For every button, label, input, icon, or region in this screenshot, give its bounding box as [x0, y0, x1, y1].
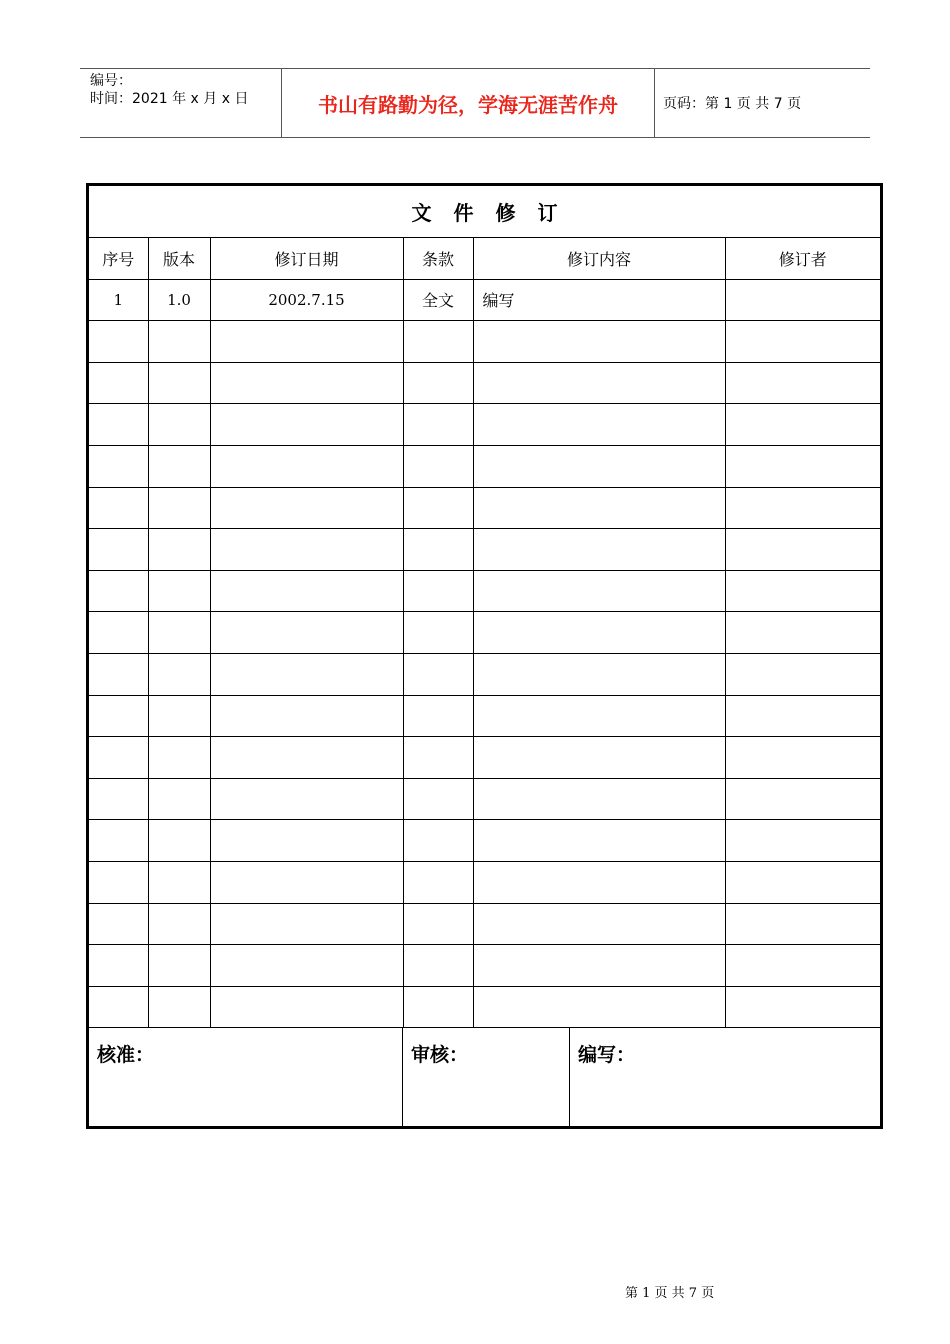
table-cell[interactable]	[148, 861, 210, 903]
approve-label: 核准：	[97, 1044, 155, 1066]
table-title: 文件修订	[89, 186, 880, 238]
table-cell[interactable]	[403, 612, 473, 654]
table-cell[interactable]	[473, 570, 725, 612]
table-cell[interactable]	[89, 695, 148, 737]
table-cell[interactable]	[473, 945, 725, 987]
column-header: 序号	[89, 238, 148, 280]
table-cell[interactable]	[725, 612, 880, 654]
table-cell[interactable]	[148, 529, 210, 571]
table-cell[interactable]	[403, 945, 473, 987]
table-cell[interactable]	[473, 986, 725, 1028]
table-row	[89, 279, 880, 321]
table-cell[interactable]	[725, 445, 880, 487]
table-cell[interactable]	[148, 695, 210, 737]
table-row	[89, 820, 880, 862]
header-motto: 书山有路勤为径，学海无涯苦作舟	[281, 69, 655, 137]
table-cell[interactable]	[89, 986, 148, 1028]
table-row	[89, 487, 880, 529]
header-meta	[80, 69, 281, 137]
table-row	[89, 861, 880, 903]
author-field[interactable]	[569, 1028, 880, 1127]
table-cell[interactable]	[403, 737, 473, 779]
table-cell[interactable]	[473, 612, 725, 654]
table-cell[interactable]	[148, 986, 210, 1028]
table-cell[interactable]	[148, 487, 210, 529]
table-cell[interactable]	[473, 861, 725, 903]
table-cell[interactable]	[148, 737, 210, 779]
table-cell[interactable]	[473, 778, 725, 820]
table-cell[interactable]	[89, 612, 148, 654]
table-cell[interactable]	[403, 570, 473, 612]
table-cell[interactable]	[403, 487, 473, 529]
table-cell[interactable]	[403, 903, 473, 945]
signature-area	[89, 1027, 880, 1127]
table-cell[interactable]	[403, 362, 473, 404]
table-cell[interactable]	[725, 279, 880, 321]
table-cell[interactable]	[210, 737, 403, 779]
table-cell[interactable]	[403, 321, 473, 363]
table-cell[interactable]	[89, 820, 148, 862]
table-cell[interactable]	[148, 945, 210, 987]
table-cell[interactable]	[403, 986, 473, 1028]
table-cell[interactable]	[148, 404, 210, 446]
table-row	[89, 695, 880, 737]
table-row	[89, 653, 880, 695]
revision-table-frame	[86, 183, 883, 1129]
column-header: 版本	[148, 238, 210, 280]
table-row	[89, 404, 880, 446]
column-header: 条款	[403, 238, 473, 280]
table-cell[interactable]	[725, 903, 880, 945]
table-cell[interactable]	[403, 861, 473, 903]
column-header: 修订者	[725, 238, 880, 280]
table-cell[interactable]	[473, 487, 725, 529]
table-row	[89, 321, 880, 363]
table-cell[interactable]	[725, 737, 880, 779]
table-cell[interactable]	[725, 362, 880, 404]
table-cell[interactable]	[403, 445, 473, 487]
table-title-row	[89, 186, 880, 238]
table-cell[interactable]	[210, 945, 403, 987]
table-header-row	[89, 238, 880, 280]
table-cell[interactable]	[725, 570, 880, 612]
table-row	[89, 903, 880, 945]
table-cell[interactable]	[473, 695, 725, 737]
table-cell[interactable]	[473, 529, 725, 571]
table-cell[interactable]	[473, 404, 725, 446]
table-cell[interactable]	[403, 529, 473, 571]
table-cell[interactable]: 1	[89, 279, 148, 321]
page-header	[80, 68, 870, 138]
table-row	[89, 945, 880, 987]
table-row	[89, 362, 880, 404]
table-cell[interactable]	[725, 820, 880, 862]
table-cell[interactable]	[210, 820, 403, 862]
table-cell[interactable]	[210, 986, 403, 1028]
table-cell[interactable]	[89, 778, 148, 820]
table-cell[interactable]	[89, 861, 148, 903]
table-row	[89, 612, 880, 654]
table-cell[interactable]	[89, 445, 148, 487]
table-cell[interactable]	[89, 903, 148, 945]
table-row	[89, 570, 880, 612]
table-cell[interactable]	[210, 695, 403, 737]
review-field[interactable]	[402, 1028, 569, 1127]
table-cell[interactable]: 全文	[403, 279, 473, 321]
table-cell[interactable]	[403, 695, 473, 737]
table-cell[interactable]	[210, 653, 403, 695]
table-cell[interactable]	[148, 321, 210, 363]
table-cell[interactable]	[473, 362, 725, 404]
table-cell[interactable]	[725, 986, 880, 1028]
table-cell[interactable]	[725, 695, 880, 737]
table-cell[interactable]	[725, 529, 880, 571]
table-cell[interactable]	[148, 445, 210, 487]
table-cell[interactable]	[89, 362, 148, 404]
table-cell[interactable]: 1.0	[148, 279, 210, 321]
table-cell[interactable]	[403, 404, 473, 446]
table-cell[interactable]	[148, 362, 210, 404]
table-cell[interactable]	[210, 903, 403, 945]
table-cell[interactable]	[473, 321, 725, 363]
table-cell[interactable]	[210, 362, 403, 404]
table-cell[interactable]	[473, 445, 725, 487]
table-cell[interactable]	[210, 529, 403, 571]
table-cell[interactable]	[89, 570, 148, 612]
table-cell[interactable]	[148, 612, 210, 654]
table-cell[interactable]	[725, 321, 880, 363]
table-cell[interactable]	[210, 404, 403, 446]
table-cell[interactable]	[725, 861, 880, 903]
table-cell[interactable]	[403, 653, 473, 695]
author-label: 编写：	[578, 1044, 636, 1066]
review-label: 审核：	[411, 1044, 469, 1066]
table-cell[interactable]	[403, 820, 473, 862]
number-label: 编号：	[90, 73, 132, 89]
table-cell[interactable]	[89, 737, 148, 779]
table-cell[interactable]	[148, 570, 210, 612]
table-cell[interactable]	[210, 570, 403, 612]
table-cell[interactable]	[725, 653, 880, 695]
table-cell[interactable]	[725, 778, 880, 820]
table-cell[interactable]	[89, 404, 148, 446]
table-cell[interactable]	[89, 487, 148, 529]
table-cell[interactable]	[89, 945, 148, 987]
table-cell[interactable]	[89, 653, 148, 695]
table-cell[interactable]	[725, 945, 880, 987]
table-cell[interactable]	[89, 529, 148, 571]
column-header: 修订内容	[473, 238, 725, 280]
page-footer: 第 1 页 共 7 页	[625, 1286, 715, 1301]
table-cell[interactable]	[210, 445, 403, 487]
table-row	[89, 445, 880, 487]
table-cell[interactable]	[148, 903, 210, 945]
table-cell[interactable]: 编写	[473, 279, 725, 321]
table-cell[interactable]	[148, 778, 210, 820]
column-header: 修订日期	[210, 238, 403, 280]
table-cell[interactable]	[148, 653, 210, 695]
table-row	[89, 737, 880, 779]
table-cell[interactable]	[473, 653, 725, 695]
table-cell[interactable]: 2002.7.15	[210, 279, 403, 321]
time-label: 时间：2021 年 x 月 x 日	[90, 91, 249, 107]
table-cell[interactable]	[148, 820, 210, 862]
table-cell[interactable]	[210, 612, 403, 654]
table-row	[89, 778, 880, 820]
table-row	[89, 986, 880, 1028]
table-cell[interactable]	[725, 404, 880, 446]
table-cell[interactable]	[210, 778, 403, 820]
table-cell[interactable]	[403, 778, 473, 820]
header-page-info: 页码：第 1 页 共 7 页	[663, 96, 802, 112]
table-cell[interactable]	[210, 861, 403, 903]
table-cell[interactable]	[473, 903, 725, 945]
table-cell[interactable]	[89, 321, 148, 363]
table-row	[89, 529, 880, 571]
approve-field[interactable]	[89, 1028, 402, 1127]
table-cell[interactable]	[473, 820, 725, 862]
revision-table	[89, 186, 880, 1028]
table-cell[interactable]	[725, 487, 880, 529]
table-cell[interactable]	[210, 487, 403, 529]
table-cell[interactable]	[473, 737, 725, 779]
table-cell[interactable]	[210, 321, 403, 363]
